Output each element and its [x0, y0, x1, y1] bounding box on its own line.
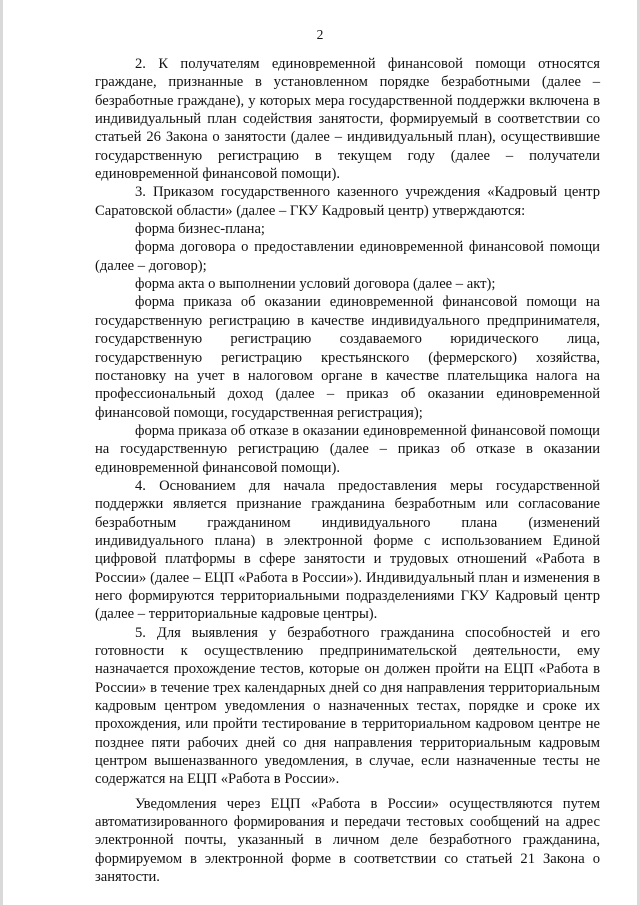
paragraph-notifications: Уведомления через ЕЦП «Работа в России» осуществляются путем автоматизированного формирования и передачи тестовых сообщений на адрес электронной почты, указанный в личном деле безработного гражданина, формируемом в электронной форме в соответствии со статьей 21 Закона о занятости. [95, 795, 600, 886]
paragraph-act-form: форма акта о выполнении условий договора (далее – акт); [135, 276, 496, 293]
page-number: 2 [316, 27, 324, 42]
paragraph-grant-order-form: форма приказа об оказании единовременной финансовой помощи на государственную регистрацию в качестве индивидуального предпринимателя, государственную регистрацию создаваемого юридического лица, государственную регистрацию крестьянского (фермерского) хозяйства, постановку на учет в налоговом органе в качестве плательщика налога на профессиональный доход (далее – приказ об оказании единовременной финансовой помощи, государственная регистрация); [95, 294, 600, 421]
paragraph-business-plan-form: форма бизнес-плана; [135, 221, 265, 238]
paragraph-contract-form: форма договора о предоставлении единовременной финансовой помощи (далее – договор); [95, 239, 600, 274]
scan-edge-left [0, 0, 3, 905]
document-body [95, 55, 600, 886]
paragraph-item-5: 5. Для выявления у безработного гражданина способностей и его готовности к осуществлению предпринимательской деятельности, ему назначается прохождение тестов, которые он должен пройти на ЕЦП «Работа в России» в течение трех календарных дней со дня направления территориальным кадровым центром уведомления о назначенных тестах, порядке и сроке их прохождения, или пройти тестирование в территориальном кадровом центре не позднее пяти рабочих дней со дня направления территориальным кадровым центром вышеназванного уведомления, в случае, если назначенные тесты не содержатся на ЕЦП «Работа в России». [95, 624, 600, 788]
paragraph-item-2: 2. К получателям единовременной финансовой помощи относятся граждане, признанные в установленном порядке безработными (далее – безработные граждане), у которых мера государственной поддержки включена в индивидуальный план содействия занятости, формируемый в соответствии со статьей 26 Закона о занятости (далее – индивидуальный план), осуществившие государственную регистрацию в текущем году (далее – получатели единовременной финансовой помощи). [95, 56, 600, 183]
paragraph-refusal-order-form: форма приказа об отказе в оказании единовременной финансовой помощи на государственную регистрацию (далее – приказ об отказе в оказании единовременной финансовой помощи). [95, 422, 600, 476]
paragraph-item-4: 4. Основанием для начала предоставления меры государственной поддержки является признание гражданина безработным или согласование безработным гражданином индивидуального плана (изменений индивидуального плана) в электронной форме с использованием Единой цифровой платформы в сфере занятости и трудовых отношений «Работа в России» (далее – ЕЦП «Работа в России»). Индивидуальный план и изменения в него формируются территориальными подразделениями ГКУ Кадровый центр (далее – территориальные кадровые центры). [95, 477, 600, 623]
paragraph-item-3: 3. Приказом государственного казенного учреждения «Кадровый центр Саратовской области» (далее – ГКУ Кадровый центр) утверждаются: [95, 184, 600, 219]
